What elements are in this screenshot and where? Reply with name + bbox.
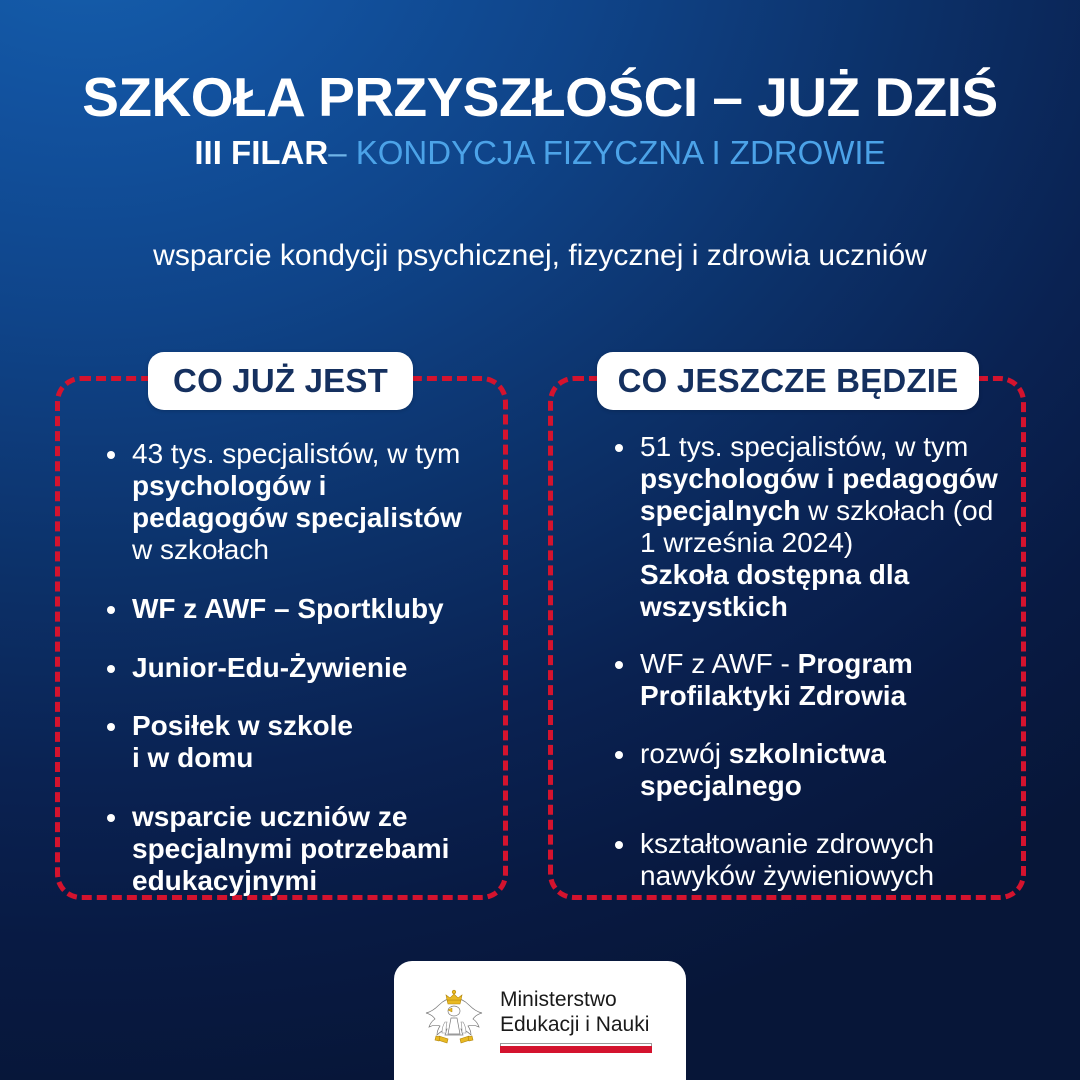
header-block [0, 68, 1080, 172]
ministry-name-line-2: Edukacji i Nauki [500, 1012, 650, 1036]
list-item: Posiłek w szkole i w domu [107, 710, 487, 774]
ministry-logo-card [394, 961, 686, 1080]
list-item: 51 tys. specjalistów, w tym psychologów i pedagogów specjalnych w szkołach (od 1 września 2024) Szkoła dostępna dla wszystkich [615, 431, 1009, 622]
list-item: wsparcie uczniów ze specjalnymi potrzebami edukacyjnymi [107, 801, 487, 897]
flag-red-stripe [500, 1046, 652, 1053]
page-title: SZKOŁA PRZYSZŁOŚCI – JUŻ DZIŚ [82, 66, 998, 128]
panel-planned [548, 362, 1026, 900]
polish-flag-bar [500, 1043, 652, 1053]
panel-existing-list [60, 438, 503, 897]
pillar-topic: KONDYCJA FIZYCZNA I ZDROWIE [355, 134, 886, 172]
pillar-label: III FILAR [194, 134, 329, 172]
pillar-subtitle [0, 135, 1080, 171]
panel-existing [55, 362, 508, 900]
polish-eagle-icon [422, 986, 486, 1056]
panel-planned-list [553, 431, 1021, 892]
list-item: 43 tys. specjalistów, w tym psychologów i pedagogów specjalistów w szkołach [107, 438, 487, 566]
ministry-name-line-1: Ministerstwo [500, 987, 617, 1011]
list-item: kształtowanie zdrowych nawyków żywieniowych [615, 828, 1009, 892]
list-item: WF z AWF - Program Profilaktyki Zdrowia [615, 648, 1009, 712]
list-item: WF z AWF – Sportkluby [107, 593, 487, 625]
lede-text: wsparcie kondycji psychicznej, fizycznej i zdrowia uczniów [153, 239, 927, 272]
list-item: Junior-Edu-Żywienie [107, 652, 487, 684]
subtitle-dash: – [328, 134, 347, 172]
panel-existing-badge: CO JUŻ JEST [148, 352, 413, 410]
list-item: rozwój szkolnictwa specjalnego [615, 738, 1009, 802]
ministry-logo-text [500, 988, 652, 1054]
panel-planned-badge: CO JESZCZE BĘDZIE [597, 352, 979, 410]
